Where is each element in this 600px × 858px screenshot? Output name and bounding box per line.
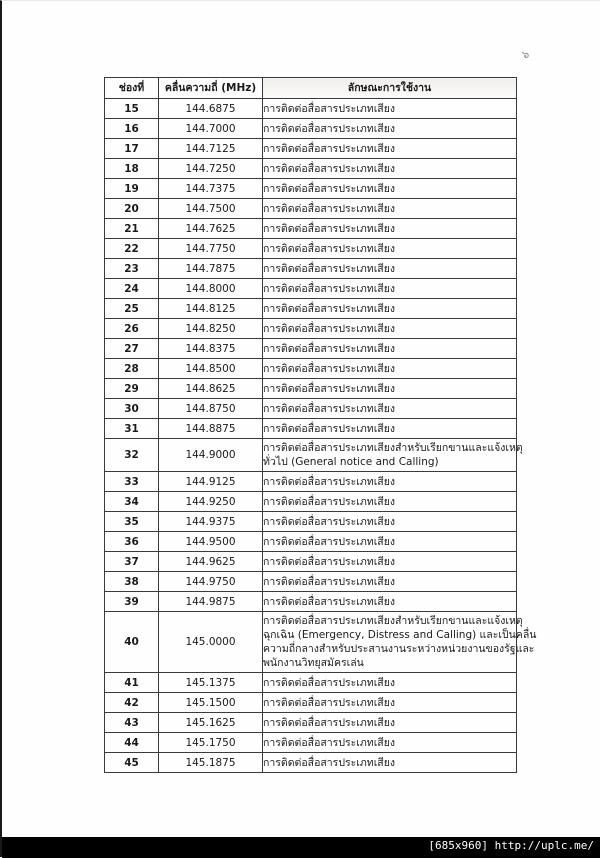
usage-line: การติดต่อสื่อสารประเภทเสียง (263, 282, 395, 295)
table-row (105, 693, 517, 713)
cell-usage (263, 733, 517, 753)
table-row (105, 159, 517, 179)
usage-line: การติดต่อสื่อสารประเภทเสียง (263, 182, 395, 195)
cell-channel: 37 (105, 552, 159, 572)
watermark-text: [685x960] http://uplc.me/ (428, 839, 594, 852)
cell-channel: 21 (105, 219, 159, 239)
usage-line: การติดต่อสื่อสารประเภทเสียง (263, 515, 395, 528)
cell-frequency: 144.9625 (159, 552, 263, 572)
usage-line: การติดต่อสื่อสารประเภทเสียง (263, 262, 395, 275)
cell-usage (263, 612, 537, 673)
table-row (105, 439, 517, 472)
cell-usage (263, 439, 523, 472)
table-row (105, 419, 517, 439)
cell-usage (263, 673, 517, 693)
cell-frequency: 145.1500 (159, 693, 263, 713)
cell-usage (263, 339, 517, 359)
cell-usage (263, 592, 517, 612)
usage-line: การติดต่อสื่อสารประเภทเสียง (263, 676, 395, 689)
usage-line: การติดต่อสื่อสารประเภทเสียง (263, 495, 395, 508)
usage-line: การติดต่อสื่อสารประเภทเสียง (263, 162, 395, 175)
table-row (105, 612, 517, 673)
cell-frequency: 144.7125 (159, 139, 263, 159)
cell-usage (263, 279, 517, 299)
cell-channel: 23 (105, 259, 159, 279)
cell-channel: 31 (105, 419, 159, 439)
frequency-table-container (104, 77, 537, 773)
usage-line: การติดต่อสื่อสารประเภทเสียงสำหรับเรียกขานและแจ้งเหตุ (263, 615, 523, 627)
cell-frequency: 144.8125 (159, 299, 263, 319)
cell-channel: 38 (105, 572, 159, 592)
table-row (105, 572, 517, 592)
cell-frequency: 144.8875 (159, 419, 263, 439)
cell-usage (263, 399, 517, 419)
cell-channel: 15 (105, 99, 159, 119)
usage-line: การติดต่อสื่อสารประเภทเสียง (263, 716, 395, 729)
table-row (105, 99, 517, 119)
cell-frequency: 144.8250 (159, 319, 263, 339)
cell-frequency: 144.9125 (159, 472, 263, 492)
usage-line: การติดต่อสื่อสารประเภทเสียง (263, 102, 395, 115)
cell-channel: 28 (105, 359, 159, 379)
table-row (105, 179, 517, 199)
cell-frequency: 144.9750 (159, 572, 263, 592)
cell-channel: 35 (105, 512, 159, 532)
cell-frequency: 144.8375 (159, 339, 263, 359)
table-row (105, 472, 517, 492)
table-body (105, 99, 537, 773)
table-row (105, 733, 517, 753)
table-row (105, 339, 517, 359)
cell-frequency: 144.8625 (159, 379, 263, 399)
cell-usage (263, 159, 517, 179)
cell-channel: 22 (105, 239, 159, 259)
usage-line: พนักงานวิทยุสมัครเล่น (263, 657, 364, 669)
table-header-row (105, 78, 517, 99)
cell-channel: 19 (105, 179, 159, 199)
column-header-channel: ช่องที่ (105, 78, 159, 99)
table-row (105, 319, 517, 339)
cell-frequency: 144.9375 (159, 512, 263, 532)
usage-line: การติดต่อสื่อสารประเภทเสียง (263, 736, 395, 749)
cell-frequency: 144.8000 (159, 279, 263, 299)
cell-usage (263, 379, 517, 399)
cell-frequency: 145.1375 (159, 673, 263, 693)
table-row (105, 399, 517, 419)
usage-line: การติดต่อสื่อสารประเภทเสียง (263, 696, 395, 709)
usage-line: การติดต่อสื่อสารประเภทเสียง (263, 202, 395, 215)
usage-line: การติดต่อสื่อสารประเภทเสียง (263, 422, 395, 435)
cell-frequency: 144.6875 (159, 99, 263, 119)
cell-usage (263, 299, 517, 319)
frequency-allocation-table (104, 77, 537, 773)
usage-line: การติดต่อสื่อสารประเภทเสียง (263, 322, 395, 335)
usage-line: การติดต่อสื่อสารประเภทเสียง (263, 382, 395, 395)
cell-usage (263, 753, 517, 773)
cell-frequency: 144.7000 (159, 119, 263, 139)
table-row (105, 379, 517, 399)
cell-channel: 17 (105, 139, 159, 159)
cell-channel: 20 (105, 199, 159, 219)
cell-channel: 18 (105, 159, 159, 179)
cell-frequency: 145.1750 (159, 733, 263, 753)
usage-line: ฉุกเฉิน (Emergency, Distress and Calling) และเป็นคลื่น (263, 629, 537, 641)
table-row (105, 199, 517, 219)
cell-frequency: 144.9250 (159, 492, 263, 512)
cell-frequency: 144.8500 (159, 359, 263, 379)
cell-usage (263, 219, 517, 239)
cell-usage (263, 472, 517, 492)
table-row (105, 279, 517, 299)
column-header-usage: ลักษณะการใช้งาน (263, 78, 517, 99)
page-number-mark: ๖ (520, 47, 531, 62)
cell-channel: 41 (105, 673, 159, 693)
table-row (105, 239, 517, 259)
cell-usage (263, 532, 517, 552)
table-row (105, 359, 517, 379)
cell-channel: 44 (105, 733, 159, 753)
usage-line: การติดต่อสื่อสารประเภทเสียง (263, 535, 395, 548)
cell-channel: 42 (105, 693, 159, 713)
cell-frequency: 144.7625 (159, 219, 263, 239)
usage-line: การติดต่อสื่อสารประเภทเสียง (263, 475, 395, 488)
cell-usage (263, 319, 517, 339)
cell-frequency: 144.7250 (159, 159, 263, 179)
usage-line: การติดต่อสื่อสารประเภทเสียง (263, 575, 395, 588)
cell-frequency: 144.9000 (159, 439, 263, 472)
cell-channel: 24 (105, 279, 159, 299)
usage-line: การติดต่อสื่อสารประเภทเสียง (263, 302, 395, 315)
cell-channel: 43 (105, 713, 159, 733)
cell-channel: 36 (105, 532, 159, 552)
usage-line: การติดต่อสื่อสารประเภทเสียง (263, 342, 395, 355)
usage-line: ความถี่กลางสำหรับประสานงานระหว่างหน่วยงานของรัฐและ (263, 643, 535, 655)
cell-usage (263, 693, 517, 713)
table-row (105, 139, 517, 159)
table-row (105, 219, 517, 239)
cell-channel: 30 (105, 399, 159, 419)
column-header-frequency: คลื่นความถี่ (MHz) (159, 78, 263, 99)
usage-line: การติดต่อสื่อสารประเภทเสียง (263, 402, 395, 415)
cell-frequency: 144.9500 (159, 532, 263, 552)
usage-line: การติดต่อสื่อสารประเภทเสียง (263, 595, 395, 608)
table-row (105, 753, 517, 773)
cell-channel: 27 (105, 339, 159, 359)
table-row (105, 592, 517, 612)
table-row (105, 512, 517, 532)
cell-frequency: 144.7750 (159, 239, 263, 259)
cell-frequency: 144.8750 (159, 399, 263, 419)
cell-channel: 16 (105, 119, 159, 139)
cell-usage (263, 713, 517, 733)
cell-usage (263, 199, 517, 219)
table-row (105, 552, 517, 572)
cell-usage (263, 419, 517, 439)
cell-frequency: 144.7375 (159, 179, 263, 199)
table-row (105, 259, 517, 279)
cell-channel: 40 (105, 612, 159, 673)
table-row (105, 713, 517, 733)
table-row (105, 119, 517, 139)
cell-channel: 25 (105, 299, 159, 319)
usage-line: การติดต่อสื่อสารประเภทเสียงสำหรับเรียกขานและแจ้งเหตุ (263, 442, 523, 454)
cell-channel: 29 (105, 379, 159, 399)
usage-line: การติดต่อสื่อสารประเภทเสียง (263, 122, 395, 135)
cell-channel: 33 (105, 472, 159, 492)
cell-channel: 26 (105, 319, 159, 339)
cell-usage (263, 512, 517, 532)
usage-line: การติดต่อสื่อสารประเภทเสียง (263, 555, 395, 568)
cell-frequency: 145.0000 (159, 612, 263, 673)
cell-usage (263, 359, 517, 379)
usage-line: การติดต่อสื่อสารประเภทเสียง (263, 362, 395, 375)
cell-frequency: 145.1875 (159, 753, 263, 773)
usage-line: การติดต่อสื่อสารประเภทเสียง (263, 222, 395, 235)
cell-frequency: 144.7875 (159, 259, 263, 279)
table-row (105, 673, 517, 693)
usage-line: การติดต่อสื่อสารประเภทเสียง (263, 142, 395, 155)
cell-frequency: 144.9875 (159, 592, 263, 612)
cell-usage (263, 119, 517, 139)
usage-line: การติดต่อสื่อสารประเภทเสียง (263, 242, 395, 255)
table-header (105, 78, 517, 99)
table-row (105, 532, 517, 552)
cell-usage (263, 492, 517, 512)
cell-channel: 45 (105, 753, 159, 773)
usage-line: ทั่วไป (General notice and Calling) (263, 456, 439, 468)
cell-frequency: 144.7500 (159, 199, 263, 219)
table-row (105, 299, 517, 319)
cell-channel: 34 (105, 492, 159, 512)
cell-channel: 39 (105, 592, 159, 612)
cell-usage (263, 552, 517, 572)
usage-line: การติดต่อสื่อสารประเภทเสียง (263, 756, 395, 769)
table-row (105, 492, 517, 512)
cell-usage (263, 139, 517, 159)
cell-usage (263, 259, 517, 279)
cell-usage (263, 179, 517, 199)
cell-usage (263, 99, 517, 119)
cell-frequency: 145.1625 (159, 713, 263, 733)
cell-usage (263, 572, 517, 592)
cell-usage (263, 239, 517, 259)
cell-channel: 32 (105, 439, 159, 472)
